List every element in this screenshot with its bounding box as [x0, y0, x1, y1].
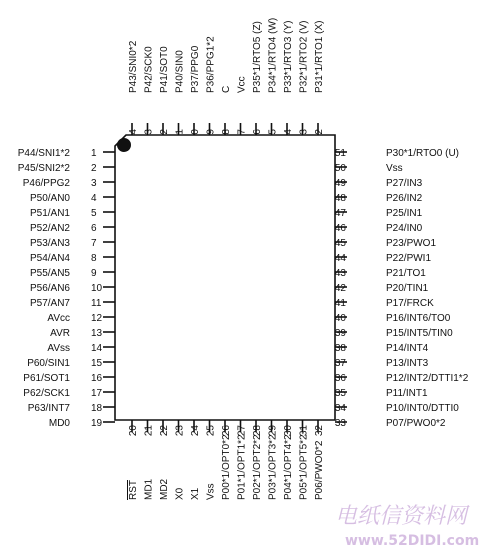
- pin-13: [50, 328, 115, 339]
- pin-26: [221, 420, 232, 500]
- pin-8: [30, 253, 115, 264]
- pin-number: 1: [91, 148, 97, 159]
- pin-label: P46/PPG2: [22, 178, 70, 189]
- pin-38: [335, 343, 429, 354]
- pin-number: 48: [334, 193, 346, 204]
- watermark-url: www.52DIDI.com: [345, 533, 480, 549]
- pin-label: P43/SNI0*2: [128, 40, 139, 93]
- pin-number: 43: [334, 268, 346, 279]
- pin-number: 4: [91, 193, 97, 204]
- pin-label: P07/PWO0*2: [386, 418, 446, 429]
- pin-label: P51/AN1: [29, 208, 70, 219]
- pin-number: 50: [334, 163, 346, 174]
- pin-label: P32*1/RTO2 (V): [298, 20, 310, 93]
- pin-number: 31: [298, 425, 310, 437]
- pin-43: [335, 268, 426, 279]
- pin-number: 20: [128, 425, 139, 437]
- pin-label: P15/INT5/TIN0: [386, 328, 453, 339]
- pin-number: 45: [334, 238, 346, 249]
- pin-number: 2: [91, 163, 97, 174]
- pin-39: [335, 328, 453, 339]
- pin-2: [18, 163, 115, 174]
- right-pin-group: [335, 148, 469, 429]
- pin-22: [159, 420, 170, 500]
- pin-label: P10/INT0/DTTI0: [386, 403, 459, 414]
- pin-number: 8: [91, 253, 97, 264]
- pin-label: P24/IN0: [386, 223, 423, 234]
- pin-number: 27: [236, 425, 248, 437]
- pin-5: [30, 208, 115, 219]
- pin-label: P26/IN2: [386, 193, 423, 204]
- pin-number: 28: [252, 425, 263, 437]
- pin-14: [47, 343, 115, 354]
- pin-number: 29: [267, 425, 279, 437]
- pin-40: [335, 313, 451, 324]
- pin-label: RST: [128, 480, 139, 500]
- pin-number: 32: [314, 425, 325, 437]
- pin-number: 40: [334, 313, 346, 324]
- pin-45: [335, 238, 437, 249]
- pin-label: P35*1/RTO5 (Z): [252, 21, 263, 93]
- pin-label: P55/AN5: [29, 268, 70, 279]
- pin-label: P63/INT7: [27, 403, 70, 414]
- pin-37: [335, 358, 429, 369]
- pin-64: [128, 40, 139, 140]
- pin-49: [335, 178, 423, 189]
- pin-label: P14/INT4: [386, 343, 429, 354]
- pin-label: X0: [174, 487, 186, 500]
- pin-label: P41/SOT0: [159, 46, 170, 93]
- pin-label: P56/AN6: [29, 283, 70, 294]
- pin-label: C: [221, 85, 232, 93]
- pin-label: P22/PWI1: [386, 253, 432, 264]
- pin-label: P16/INT6/TO0: [386, 313, 451, 324]
- pin-20: [128, 420, 139, 500]
- pin-number: 35: [334, 388, 346, 399]
- pin-number: 24: [190, 425, 201, 437]
- pin-55: [268, 18, 279, 140]
- pin-57: [237, 76, 248, 140]
- pin-52: [314, 21, 325, 141]
- pin-number: 46: [334, 223, 346, 234]
- pin-number: 38: [334, 343, 346, 354]
- pin-61: [175, 50, 186, 140]
- pin-number: 14: [91, 343, 103, 354]
- pin-number: 44: [334, 253, 346, 264]
- pin-label: P17/FRCK: [386, 298, 434, 309]
- pin-number: 6: [91, 223, 97, 234]
- pin-label: P62/SCK1: [23, 388, 70, 399]
- pin-label: MD2: [159, 478, 170, 500]
- pin-label: Vss: [386, 163, 403, 174]
- pin-number: 5: [91, 208, 97, 219]
- pin-62: [159, 46, 170, 140]
- pin-58: [221, 86, 232, 140]
- pin-label: P36/PPG1*2: [205, 36, 217, 93]
- pin-11: [30, 298, 115, 309]
- pin-label: P11/INT1: [386, 388, 428, 399]
- pin-number: 33: [334, 418, 346, 429]
- pin-label: AVR: [50, 328, 70, 339]
- pin-24: [190, 420, 201, 500]
- pin-label: P42/SCK0: [143, 46, 155, 93]
- pin-label: Vcc: [236, 76, 248, 93]
- pin-label: Vss: [205, 483, 217, 500]
- pin-label: P05*1/OPT5*2: [298, 434, 310, 500]
- pin-number: 47: [334, 208, 346, 219]
- pin-label: P52/AN2: [29, 223, 70, 234]
- pin-36: [335, 373, 469, 384]
- pin-number: 49: [334, 178, 346, 189]
- pin-label: P54/AN4: [29, 253, 70, 264]
- pin-3: [23, 178, 115, 189]
- left-pin-group: [18, 148, 115, 429]
- pin-label: P00*1/OPT0*2: [221, 434, 232, 500]
- pin-label: MD1: [143, 478, 155, 500]
- pin-label: P01*1/OPT1*2: [236, 434, 248, 500]
- pin-28: [252, 420, 263, 500]
- pin-number: 51: [334, 148, 346, 159]
- pin-51: [335, 148, 459, 159]
- pin-label: P21/TO1: [386, 268, 426, 279]
- pin-21: [144, 420, 155, 500]
- pin-number: 18: [91, 403, 103, 414]
- pin-label: P34*1/RTO4 (W): [267, 17, 279, 93]
- pin-46: [335, 223, 423, 234]
- pin-number: 11: [91, 298, 102, 309]
- pin-label: P44/SNI1*2: [17, 148, 70, 159]
- pin-label: P20/TIN1: [386, 283, 429, 294]
- pin-31: [299, 420, 310, 500]
- pin-label: P33*1/RTO3 (Y): [283, 20, 294, 93]
- pin-label: AVcc: [47, 313, 70, 324]
- pin-number: 3: [91, 178, 97, 189]
- pin-label: P53/AN3: [29, 238, 70, 249]
- pin-label: P31*1/RTO1 (X): [314, 20, 325, 93]
- pin-15: [27, 358, 115, 369]
- pin-number: 9: [91, 268, 97, 279]
- pin-number: 41: [334, 298, 346, 309]
- top-pin-group: [128, 18, 325, 140]
- pin-27: [237, 420, 248, 500]
- pin-35: [335, 388, 428, 399]
- pin-18: [28, 403, 115, 414]
- pin-number: 26: [221, 425, 232, 437]
- pin-4: [30, 193, 115, 204]
- pin-number: 30: [283, 425, 294, 437]
- pin-50: [335, 163, 403, 174]
- pin-6: [30, 223, 115, 234]
- pin-number: 7: [91, 238, 97, 249]
- pin-number: 23: [174, 425, 186, 437]
- pin-label: P03*1/OPT3*2: [267, 434, 279, 500]
- pin1-marker: [117, 138, 131, 152]
- pin-label: P30*1/RTO0 (U): [386, 148, 459, 159]
- pin-label: X1: [190, 487, 201, 500]
- pin-number: 34: [334, 403, 346, 414]
- pin-12: [47, 313, 115, 324]
- pin-label: P27/IN3: [386, 178, 423, 189]
- pin-label: P04*1/OPT4*2: [283, 434, 294, 500]
- pin-number: 21: [143, 425, 155, 437]
- pin-label: P02*1/OPT2*2: [252, 434, 263, 500]
- pin-number: 39: [334, 328, 346, 339]
- pin-number: 22: [159, 425, 170, 437]
- pin-34: [335, 403, 459, 414]
- pin-label: P60/SIN1: [27, 358, 70, 369]
- pin-32: [314, 420, 325, 500]
- pin-label: P61/SOT1: [23, 373, 70, 384]
- pin-56: [252, 21, 263, 140]
- pin-label: P12/INT2/DTTI1*2: [386, 373, 469, 384]
- watermark-text: 电纸信资料网: [335, 504, 468, 529]
- pin-number: 37: [334, 358, 346, 369]
- pin-label: P57/AN7: [29, 298, 70, 309]
- pin-30: [283, 420, 294, 500]
- watermark: [335, 504, 479, 549]
- pin-number: 42: [334, 283, 346, 294]
- pin-label: P37/PPG0: [190, 45, 201, 93]
- pin-23: [175, 420, 186, 500]
- pin-number: 15: [91, 358, 103, 369]
- pin-label: P50/AN0: [29, 193, 70, 204]
- pin-10: [30, 283, 115, 294]
- pin-19: [49, 418, 115, 429]
- pin-number: 36: [334, 373, 346, 384]
- pin-label: P13/INT3: [386, 358, 429, 369]
- pin-17: [23, 388, 115, 399]
- pin-53: [299, 21, 310, 141]
- pin-label: P23/PWO1: [386, 238, 437, 249]
- pin-25: [206, 420, 217, 500]
- pin-63: [144, 46, 155, 140]
- pin-label: P06/PWO0*2: [314, 440, 325, 500]
- pin-number: 16: [91, 373, 103, 384]
- pin-47: [335, 208, 423, 219]
- pin-number: 17: [91, 388, 103, 399]
- pin-number: 19: [91, 418, 103, 429]
- pin-label: P25/IN1: [386, 208, 423, 219]
- pin-9: [30, 268, 115, 279]
- pin-54: [283, 21, 294, 141]
- chip-body: [115, 135, 335, 420]
- pin-29: [268, 420, 279, 500]
- pin-16: [23, 373, 115, 384]
- pin-number: 10: [91, 283, 103, 294]
- pin-48: [335, 193, 423, 204]
- bottom-pin-group: [128, 420, 325, 500]
- pin-60: [190, 45, 201, 140]
- pin-label: P45/SNI2*2: [17, 163, 70, 174]
- pin-label: AVss: [47, 343, 70, 354]
- pin-1: [18, 148, 115, 159]
- pin-44: [335, 253, 432, 264]
- pin-41: [335, 298, 434, 309]
- pin-number: 12: [91, 313, 103, 324]
- pin-label: MD0: [48, 418, 70, 429]
- pin-number: 25: [205, 425, 217, 437]
- pin-42: [335, 283, 429, 294]
- pin-33: [335, 418, 446, 429]
- pin-label: P40/SIN0: [174, 50, 186, 93]
- pin-59: [206, 36, 217, 140]
- pin-7: [30, 238, 115, 249]
- pin-number: 13: [91, 328, 103, 339]
